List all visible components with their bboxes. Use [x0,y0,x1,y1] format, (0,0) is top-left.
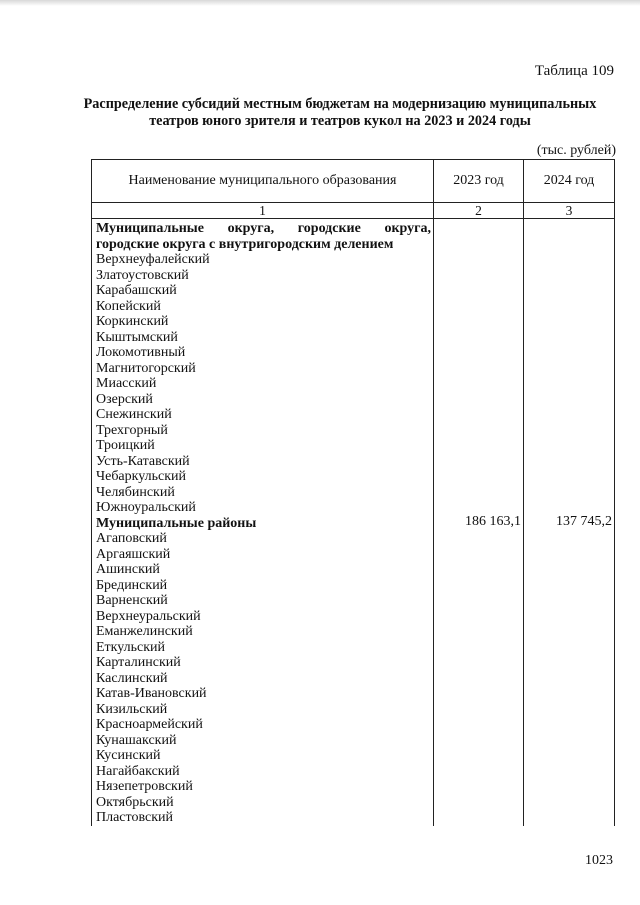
municipality-item: Южноуральский [96,500,196,515]
municipality-item: Копейский [96,298,161,314]
municipality-item: Златоустовский [96,267,189,283]
municipality-item: Ашинский [96,562,160,577]
subsidy-table [91,159,615,826]
municipality-item: Верхнеуральский [96,608,201,624]
municipality-item: Нязепетровский [96,779,193,794]
municipality-item: Брединский [96,577,168,593]
municipality-item: Октябрьский [96,794,174,810]
scan-edge [0,0,640,6]
municipality-item: Пластовский [96,810,173,825]
municipality-item: Каслинский [96,670,168,686]
municipality-item: Троицкий [96,438,155,453]
page-number: 1023 [585,853,613,868]
body-row [92,219,615,826]
municipality-item: Кизильский [96,701,168,717]
municipality-item: Кыштымский [96,329,178,345]
municipality-item: Нагайбакский [96,763,180,779]
municipality-item: Локомотивный [96,345,186,360]
group-heading: Муниципальные округа, городские округа, городские округа с внутригородским делением [96,221,431,252]
group-heading: Муниципальные районы [96,515,257,531]
document-title: Распределение субсидий местным бюджетам на модернизацию муниципальных театров юного зрителя и театров кукол на 2023 и 2024 годы [83,96,597,129]
municipality-item: Челябинский [96,484,175,500]
municipality-item: Магнитогорский [96,360,196,376]
value-2024: 137 745,2 [524,219,615,826]
municipality-item: Варненский [96,593,168,608]
header-2023: 2023 год [434,160,524,203]
column-number-3: 3 [524,203,615,219]
municipality-item: Катав-Ивановский [96,686,207,701]
header-municipality: Наименование муниципального образования [92,160,434,203]
municipality-item: Карталинский [96,655,181,670]
column-number-2: 2 [434,203,524,219]
municipality-item: Карабашский [96,283,177,298]
municipality-item: Трехгорный [96,422,168,438]
municipality-item: Чебаркульский [96,469,187,484]
municipality-item: Кусинский [96,748,161,763]
header-2024: 2024 год [524,160,615,203]
municipality-item: Снежинский [96,407,172,422]
column-number-1: 1 [92,203,434,219]
value-2023: 186 163,1 [434,219,524,826]
municipality-item: Верхнеуфалейский [96,252,210,267]
header-row [92,160,615,203]
units-label: (тыс. рублей) [536,143,616,158]
municipality-list [92,219,434,826]
municipality-item: Озерский [96,391,153,407]
municipality-item: Красноармейский [96,717,203,732]
municipality-item: Миасский [96,376,157,391]
municipality-item: Агаповский [96,531,167,546]
municipality-item: Аргаяшский [96,546,171,562]
municipality-item: Кунашакский [96,732,177,748]
column-number-row [92,203,615,219]
table-number: Таблица 109 [534,63,614,79]
municipality-item: Еманжелинский [96,624,193,639]
municipality-item: Еткульский [96,639,166,655]
municipality-item: Коркинский [96,314,169,329]
municipality-item: Усть-Катавский [96,453,190,469]
